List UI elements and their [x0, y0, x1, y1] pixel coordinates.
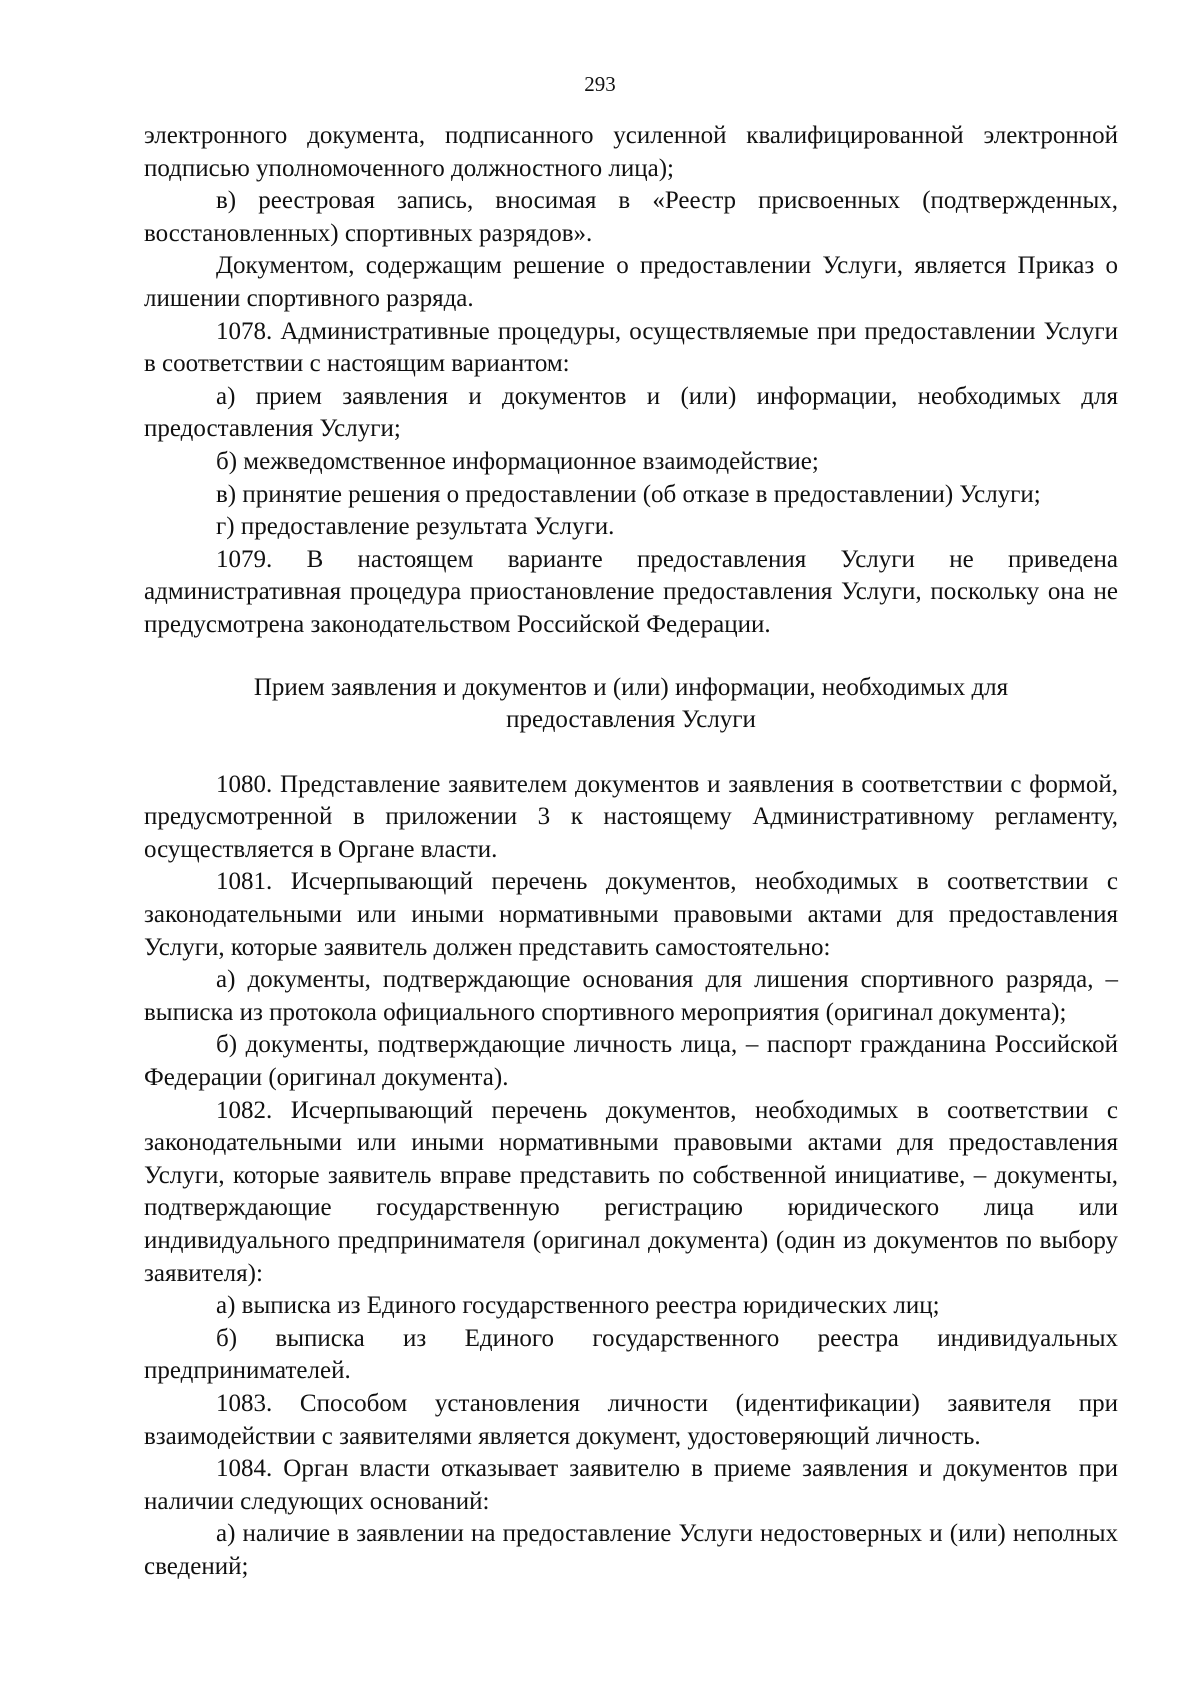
paragraph-1082: 1082. Исчерпывающий перечень документов, необходимых в соответствии с законодательными или иными нормативными правовыми актами для предоставления Услуги, которые заявитель вправе представить по собственной инициативе, – документы, подтверждающие государственную регистрацию юридического лица или индивидуального предпринимателя (оригинал документа) (один из документов по выбору заявителя): [144, 1096, 1118, 1287]
paragraph-1084-a: а) наличие в заявлении на предоставление Услуги недостоверных и (или) неполных сведений; [144, 1520, 1118, 1580]
paragraph-1082-a: а) выписка из Единого государственного реестра юридических лиц; [216, 1292, 940, 1320]
paragraph-1082-b: б) выписка из Единого государственного реестра индивидуальных предпринимателей. [144, 1324, 1118, 1385]
paragraph-decision-document: Документом, содержащим решение о предоставлении Услуги, является Приказ о лишении спортивного разряда. [144, 252, 1118, 312]
paragraph-1080: 1080. Представление заявителем документов и заявления в соответствии с формой, предусмотренной в приложении 3 к настоящему Административному регламенту, осуществляется в Органе власти. [144, 770, 1118, 863]
paragraph-1079: 1079. В настоящем варианте предоставления Услуги не приведена административная процедура приостановление предоставления Услуги, поскольку она не предусмотрена законодательством Российской Федерации. [144, 545, 1118, 638]
page-number: 293 [584, 72, 616, 96]
section-heading [144, 672, 1118, 737]
paragraph-item-v-registry: в) реестровая запись, вносимая в «Реестр присвоенных (подтвержденных, восстановленных) спортивных разрядов». [144, 187, 1118, 247]
section-heading-line-1: Прием заявления и документов и (или) информации, необходимых для [253, 673, 1009, 701]
paragraph-1081-a: а) документы, подтверждающие основания для лишения спортивного разряда, – выписка из протокола официального спортивного мероприятия (оригинал документа); [144, 966, 1118, 1026]
paragraph-1084: 1084. Орган власти отказывает заявителю в приеме заявления и документов при наличии следующих оснований: [144, 1455, 1118, 1515]
paragraph-1081: 1081. Исчерпывающий перечень документов, необходимых в соответствии с законодательными или иными нормативными правовыми актами для предоставления Услуги, которые заявитель должен представить самостоятельно: [144, 868, 1118, 961]
section-heading-line-2: предоставления Услуги [506, 706, 756, 734]
paragraph-1078: 1078. Административные процедуры, осуществляемые при предоставлении Услуги в соответствии с настоящим вариантом: [144, 317, 1118, 378]
paragraph-1078-a: а) прием заявления и документов и (или) информации, необходимых для предоставления Услуги; [144, 382, 1118, 443]
document-body [144, 120, 1118, 1584]
paragraph-1078-v: в) принятие решения о предоставлении (об отказе в предоставлении) Услуги; [216, 480, 1041, 508]
paragraph-1078-b: б) межведомственное информационное взаимодействие; [216, 447, 819, 475]
paragraph-1081-b: б) документы, подтверждающие личность лица, – паспорт гражданина Российской Федерации (оригинал документа). [144, 1031, 1118, 1092]
paragraph-1083: 1083. Способом установления личности (идентификации) заявителя при взаимодействии с заявителями является документ, удостоверяющий личность. [144, 1389, 1118, 1450]
paragraph-1078-g: г) предоставление результата Услуги. [216, 513, 615, 541]
paragraph-continuation: электронного документа, подписанного усиленной квалифицированной электронной подписью уполномоченного должностного лица); [144, 122, 1118, 182]
